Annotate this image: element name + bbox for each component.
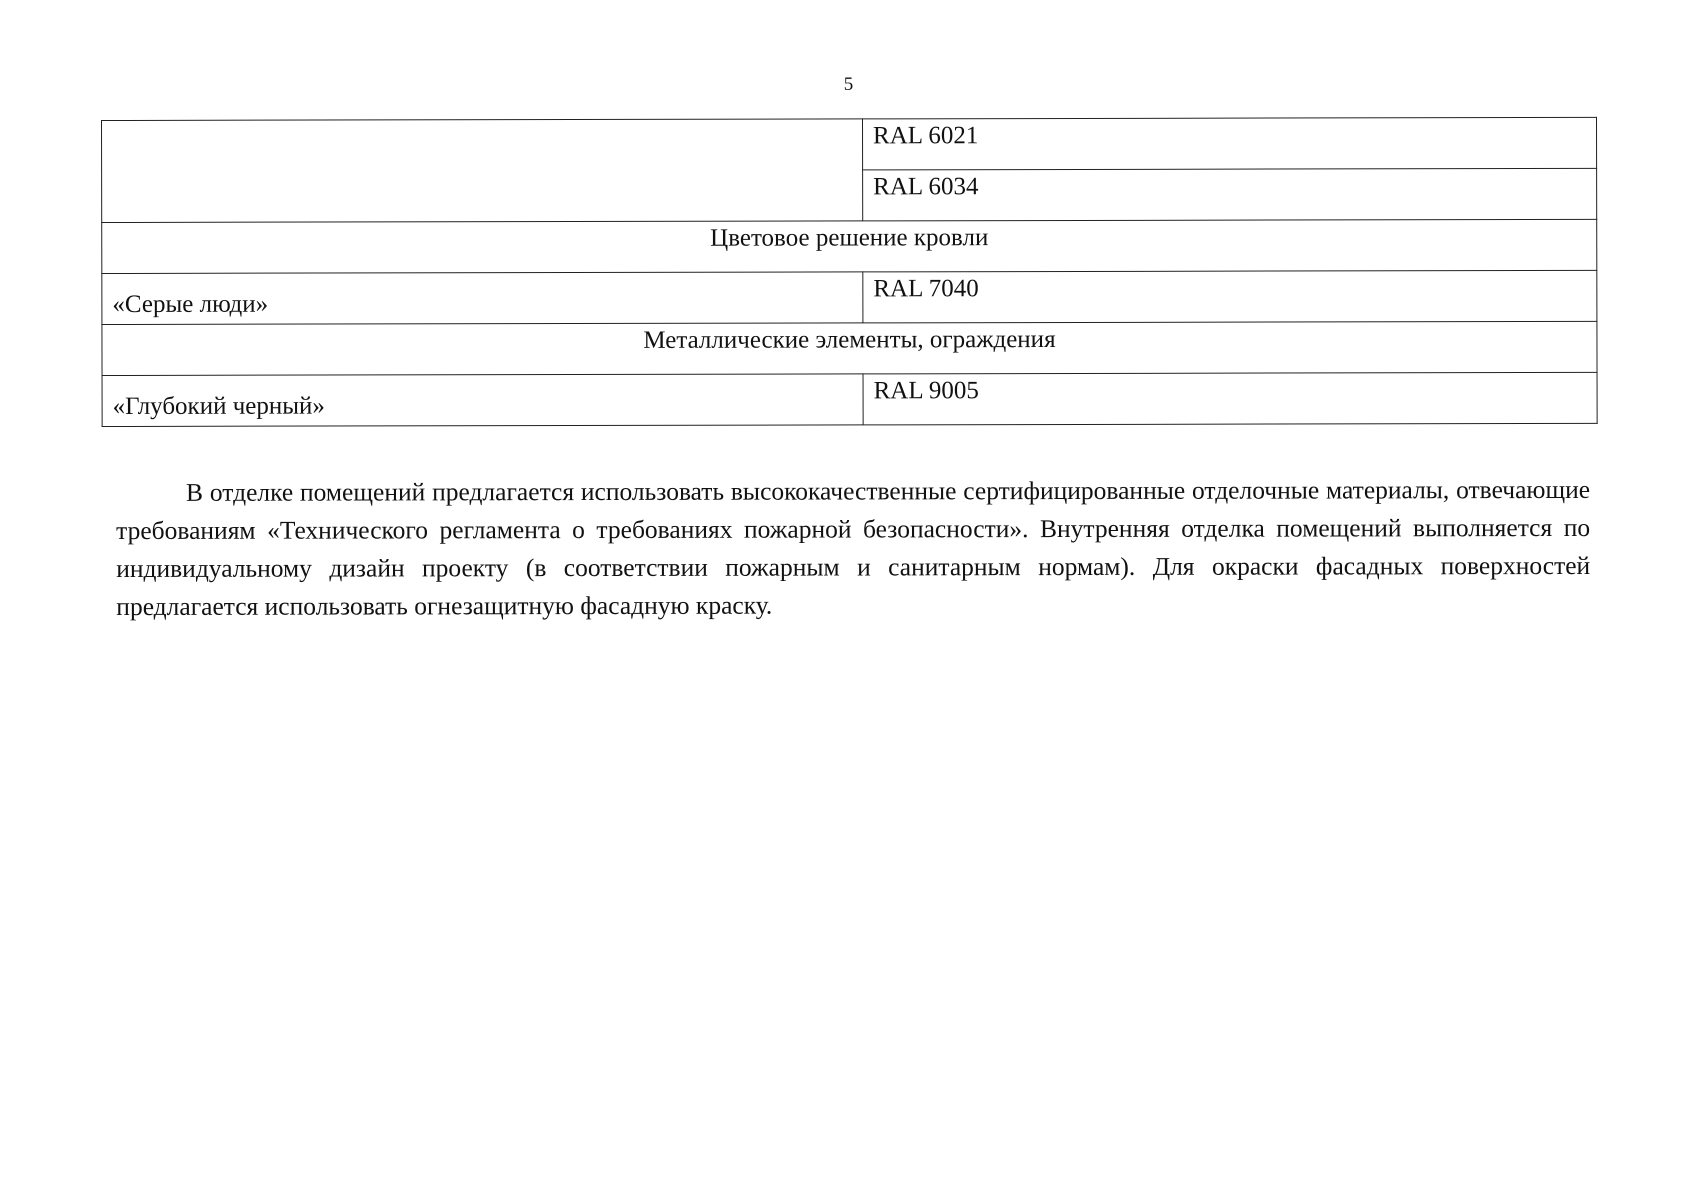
- body-paragraph: В отделке помещений предлагается использовать высококачественные сертифицированные отделочные материалы, отвечающие требованиям «Технического регламента о требованиях пожарной безопасности». Внутренняя отделка помещений выполняется по индивидуальному дизайн проекту (в соответствии пожарным и санитарным нормам). Для окраски фасадных поверхностей предлагается использовать огнезащитную фасадную краску.: [116, 474, 1591, 621]
- table-row: [102, 270, 1597, 324]
- page-number: 5: [843, 74, 854, 95]
- section-heading-roof: Цветовое решение кровли: [102, 219, 1597, 273]
- color-table: [101, 117, 1598, 427]
- table-row: [102, 219, 1597, 273]
- table-cell-empty: [102, 119, 863, 223]
- table-row: [102, 117, 1597, 171]
- ral-code-cell: RAL 6021: [862, 117, 1596, 170]
- ral-code-cell: RAL 7040: [863, 270, 1597, 323]
- ral-code-cell: RAL 6034: [863, 168, 1597, 221]
- section-heading-metal: Металлические элементы, ограждения: [102, 321, 1597, 375]
- color-name-cell: «Глубокий черный»: [102, 374, 863, 427]
- ral-code-cell: RAL 9005: [863, 372, 1597, 425]
- color-name-cell: «Серые люди»: [102, 272, 863, 325]
- table-row: [102, 321, 1597, 375]
- table-row: [102, 372, 1597, 426]
